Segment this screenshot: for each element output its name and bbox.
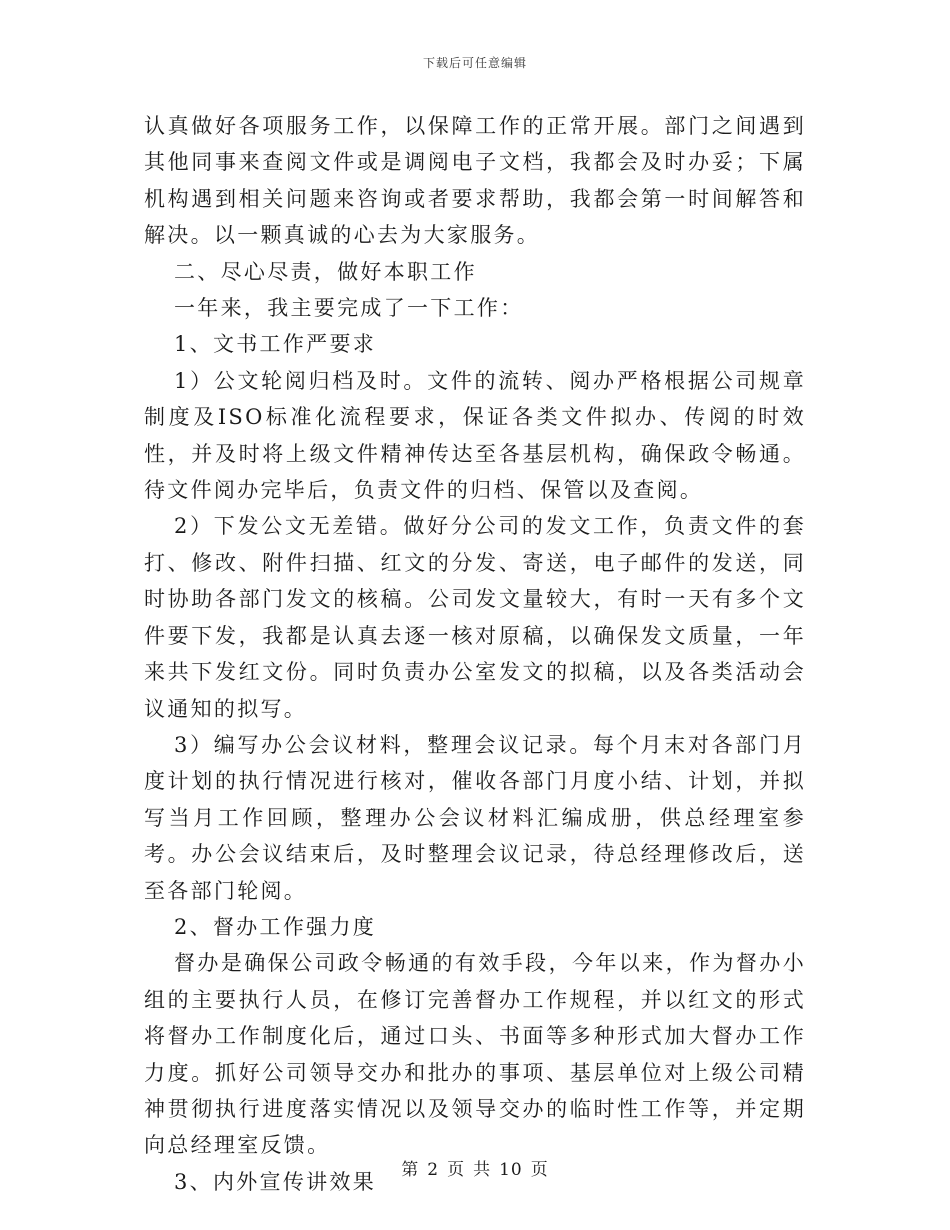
subsection-heading-1: 1、文书工作严要求 — [174, 332, 377, 357]
total-pages-number: 10 — [499, 1160, 523, 1180]
subsection-heading-3: 3、内外宣传讲效果 — [174, 1169, 377, 1194]
page-footer — [0, 1155, 950, 1180]
document-body — [144, 108, 806, 1200]
list-item-1: 1）公文轮阅归档及时。文件的流转、阅办严格根据公司规章制度及ISO标准化流程要求，保证各类文件拟办、传阅的时效性，并及时将上级文件精神传达至各基层机构，确保政令畅通。待文件阅办完毕后，负责文件的归档、保管以及查阅。 — [144, 368, 806, 503]
paragraph-intro: 一年来，我主要完成了一下工作： — [174, 296, 524, 321]
subsection-heading-2: 2、督办工作强力度 — [174, 914, 377, 939]
section-heading-2: 二、尽心尽责，做好本职工作 — [174, 259, 477, 284]
paragraph-supervision: 督办是确保公司政令畅通的有效手段，今年以来，作为督办小组的主要执行人员，在修订完善督办工作规程，并以红文的形式将督办工作制度化后，通过口头、书面等多种形式加大督办工作力度。抓好公司领导交办和批办的事项、基层单位对上级公司精神贯彻执行进度落实情况以及领导交办的临时性工作等，并定期向总经理室反馈。 — [144, 951, 806, 1158]
current-page-number: 2 — [427, 1160, 440, 1180]
total-label: 共 — [473, 1160, 492, 1180]
page-label-mid: 页 — [447, 1160, 466, 1180]
page-header-note: 下载后可任意编辑 — [422, 56, 527, 70]
list-item-3: 3）编写办公会议材料，整理会议记录。每个月末对各部门月度计划的执行情况进行核对，催收各部门月度小结、计划，并拟写当月工作回顾，整理办公会议材料汇编成册，供总经理室参考。办公会议结束后，及时整理会议记录，待总经理修改后，送至各部门轮阅。 — [144, 732, 806, 903]
page-label-prefix: 第 — [401, 1160, 420, 1180]
paragraph-continuation: 认真做好各项服务工作，以保障工作的正常开展。部门之间遇到其他同事来查阅文件或是调阅电子文档，我都会及时办妥；下属机构遇到相关问题来咨询或者要求帮助，我都会第一时间解答和解决。以一颗真诚的心去为大家服务。 — [144, 114, 806, 248]
list-item-2: 2）下发公文无差错。做好分公司的发文工作，负责文件的套打、修改、附件扫描、红文的分发、寄送，电子邮件的发送，同时协助各部门发文的核稿。公司发文量较大，有时一天有多个文件要下发，我都是认真去逐一核对原稿，以确保发文质量，一年来共下发红文份。同时负责办公室发文的拟稿，以及各类活动会议通知的拟写。 — [144, 514, 806, 721]
page-label-suffix: 页 — [530, 1160, 549, 1180]
